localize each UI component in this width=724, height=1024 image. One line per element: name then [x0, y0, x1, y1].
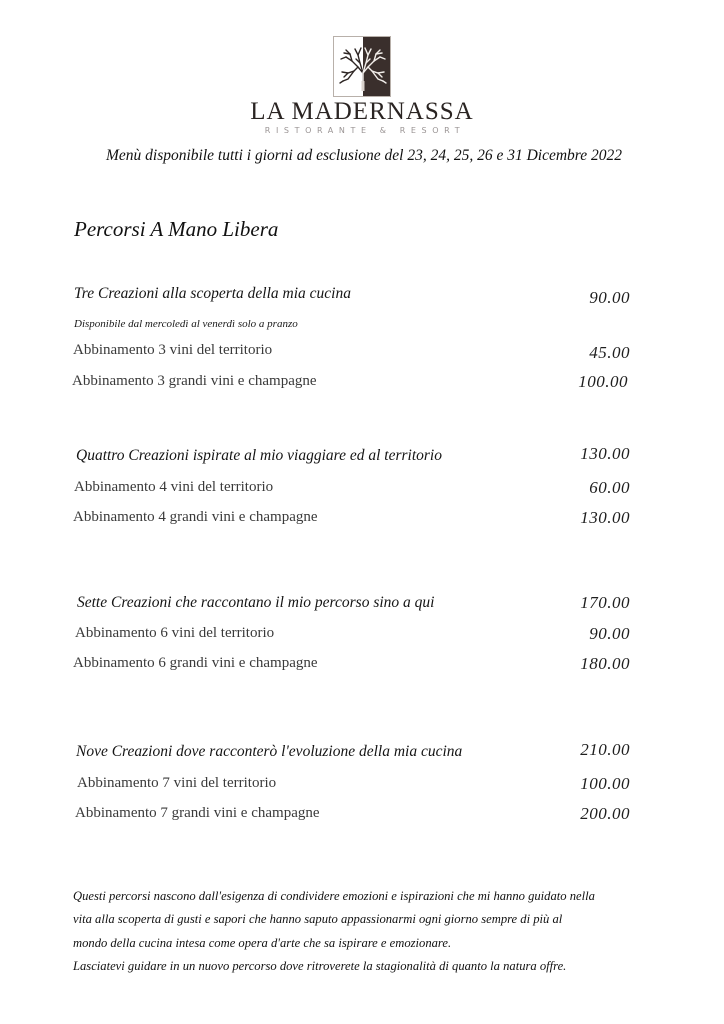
- menu-description: [73, 885, 673, 978]
- pairing-label: Abbinamento 7 grandi vini e champagne: [75, 805, 320, 821]
- tree-icon: [333, 36, 391, 97]
- course-price: 170.00: [580, 593, 630, 612]
- pairing-label: Abbinamento 3 vini del territorio: [73, 342, 273, 358]
- brand-subtitle: RISTORANTE & RESORT: [264, 126, 466, 135]
- pairing-label: Abbinamento 4 grandi vini e champagne: [73, 509, 318, 525]
- pairing-label: Abbinamento 7 vini del territorio: [77, 775, 277, 791]
- pairing-price: 130.00: [580, 508, 630, 527]
- description-line: vita alla scoperta di gusti e sapori che hanno saputo appassionarmi ogni giorno sempre di più al: [73, 912, 563, 927]
- course-price: 210.00: [580, 740, 630, 759]
- pairing-label: Abbinamento 6 grandi vini e champagne: [73, 655, 318, 671]
- availability-notice: Menù disponibile tutti i giorni ad esclusione del 23, 24, 25, 26 e 31 Dicembre 2022: [105, 147, 623, 164]
- brand-name: LA MADERNASSA: [250, 98, 474, 125]
- description-line: mondo della cucina intesa come opera d'arte che sa ispirare e emozionare.: [73, 935, 452, 950]
- menu-title: Percorsi A Mano Libera: [74, 217, 279, 241]
- description-line: Questi percorsi nascono dall'esigenza di condividere emozioni e ispirazioni che mi hanno guidato nella: [73, 889, 595, 903]
- pairing-price: 100.00: [578, 372, 628, 391]
- description-line: Lasciatevi guidare in un nuovo percorso dove ritroverete la stagionalità di quanto la natura offre.: [73, 958, 567, 973]
- course-label: Tre Creazioni alla scoperta della mia cucina: [74, 285, 351, 302]
- course-label: Nove Creazioni dove racconterò l'evoluzione della mia cucina: [76, 743, 463, 760]
- tree-graphic: [334, 37, 391, 97]
- course-note: Disponibile dal mercoledì al venerdì solo a pranzo: [74, 318, 298, 330]
- course-label: Sette Creazioni che raccontano il mio percorso sino a qui: [77, 594, 435, 611]
- course-price: 130.00: [580, 444, 630, 463]
- pairing-label: Abbinamento 3 grandi vini e champagne: [72, 373, 317, 389]
- course-price: 90.00: [589, 288, 630, 307]
- pairing-label: Abbinamento 4 vini del territorio: [74, 479, 274, 495]
- header: [0, 0, 724, 140]
- pairing-price: 180.00: [580, 654, 630, 673]
- pairing-price: 45.00: [589, 343, 630, 362]
- pairing-price: 200.00: [580, 804, 630, 823]
- pairing-price: 90.00: [589, 624, 630, 643]
- pairing-label: Abbinamento 6 vini del territorio: [75, 625, 275, 641]
- pairing-price: 60.00: [589, 478, 630, 497]
- pairing-price: 100.00: [580, 774, 630, 793]
- course-label: Quattro Creazioni ispirate al mio viaggiare ed al territorio: [76, 447, 442, 464]
